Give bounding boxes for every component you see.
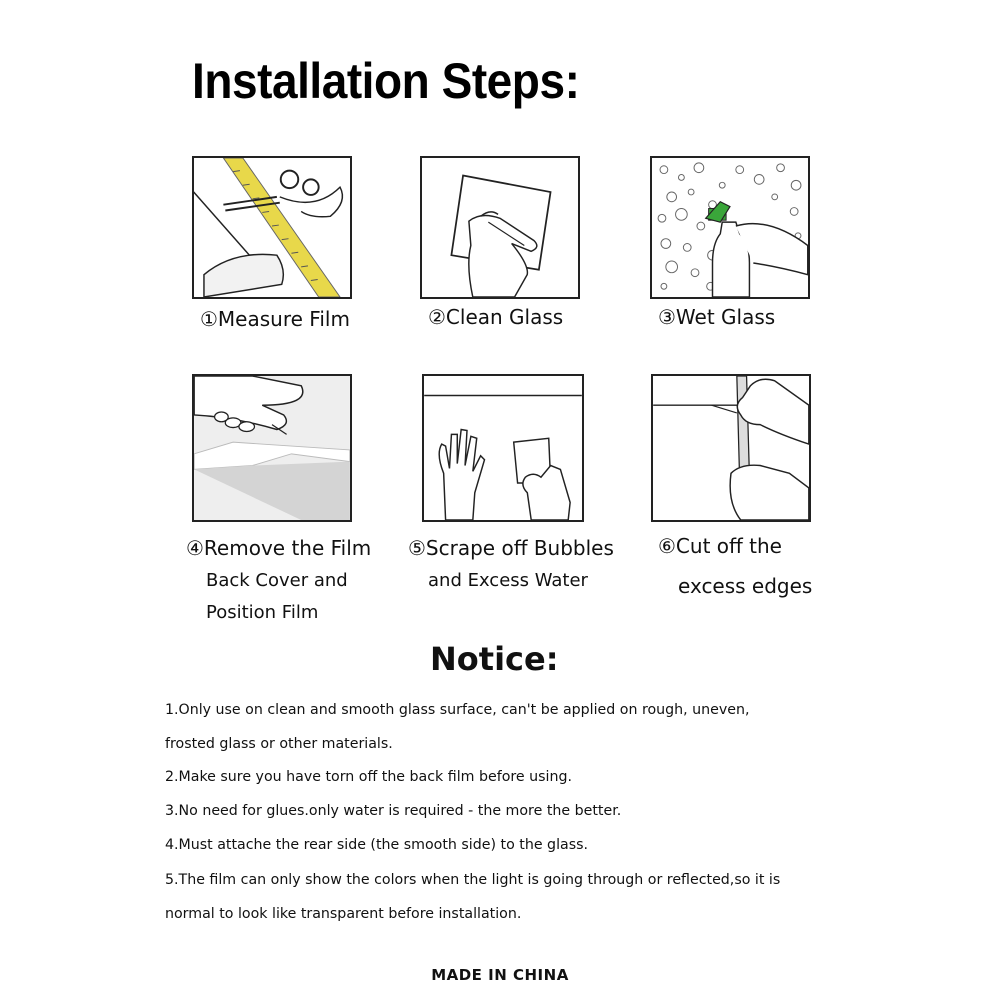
cut-edges-illustration — [651, 374, 811, 522]
step-3-caption: ③Wet Glass — [658, 305, 776, 329]
notice-line-1: 1.Only use on clean and smooth glass surface, can't be applied on rough, uneven, — [165, 702, 750, 718]
notice-line-6: 5.The film can only show the colors when the light is going through or reflected,so it is — [165, 872, 781, 888]
step-4-caption-line-1: ④Remove the Film — [186, 536, 372, 560]
notice-line-4: 3.No need for glues.only water is required - the more the better. — [165, 803, 622, 819]
notice-line-3: 2.Make sure you have torn off the back film before using. — [165, 769, 572, 785]
notice-line-5: 4.Must attache the rear side (the smooth side) to the glass. — [165, 837, 588, 853]
clean-glass-illustration — [420, 156, 580, 299]
step-5-caption-line-1: ⑤Scrape off Bubbles — [408, 536, 614, 560]
wet-glass-illustration — [650, 156, 810, 299]
scrape-bubbles-illustration — [422, 374, 584, 522]
notice-line-7: normal to look like transparent before installation. — [165, 906, 522, 922]
step-6-caption-line-1: ⑥Cut off the — [658, 534, 782, 558]
step-4-caption-line-2: Back Cover and — [206, 570, 348, 591]
page-title: Installation Steps: — [192, 53, 580, 109]
notice-line-2: frosted glass or other materials. — [165, 736, 393, 752]
step-5-caption-line-2: and Excess Water — [428, 570, 588, 591]
step-4-caption-line-3: Position Film — [206, 602, 319, 623]
step-1-caption: ①Measure Film — [200, 307, 350, 331]
measure-film-illustration — [192, 156, 352, 299]
remove-back-cover-illustration — [192, 374, 352, 522]
step-6-caption-line-2: excess edges — [678, 574, 813, 598]
step-2-caption: ②Clean Glass — [428, 305, 564, 329]
notice-title: Notice: — [430, 640, 559, 678]
made-in-china-label: MADE IN CHINA — [431, 966, 569, 984]
